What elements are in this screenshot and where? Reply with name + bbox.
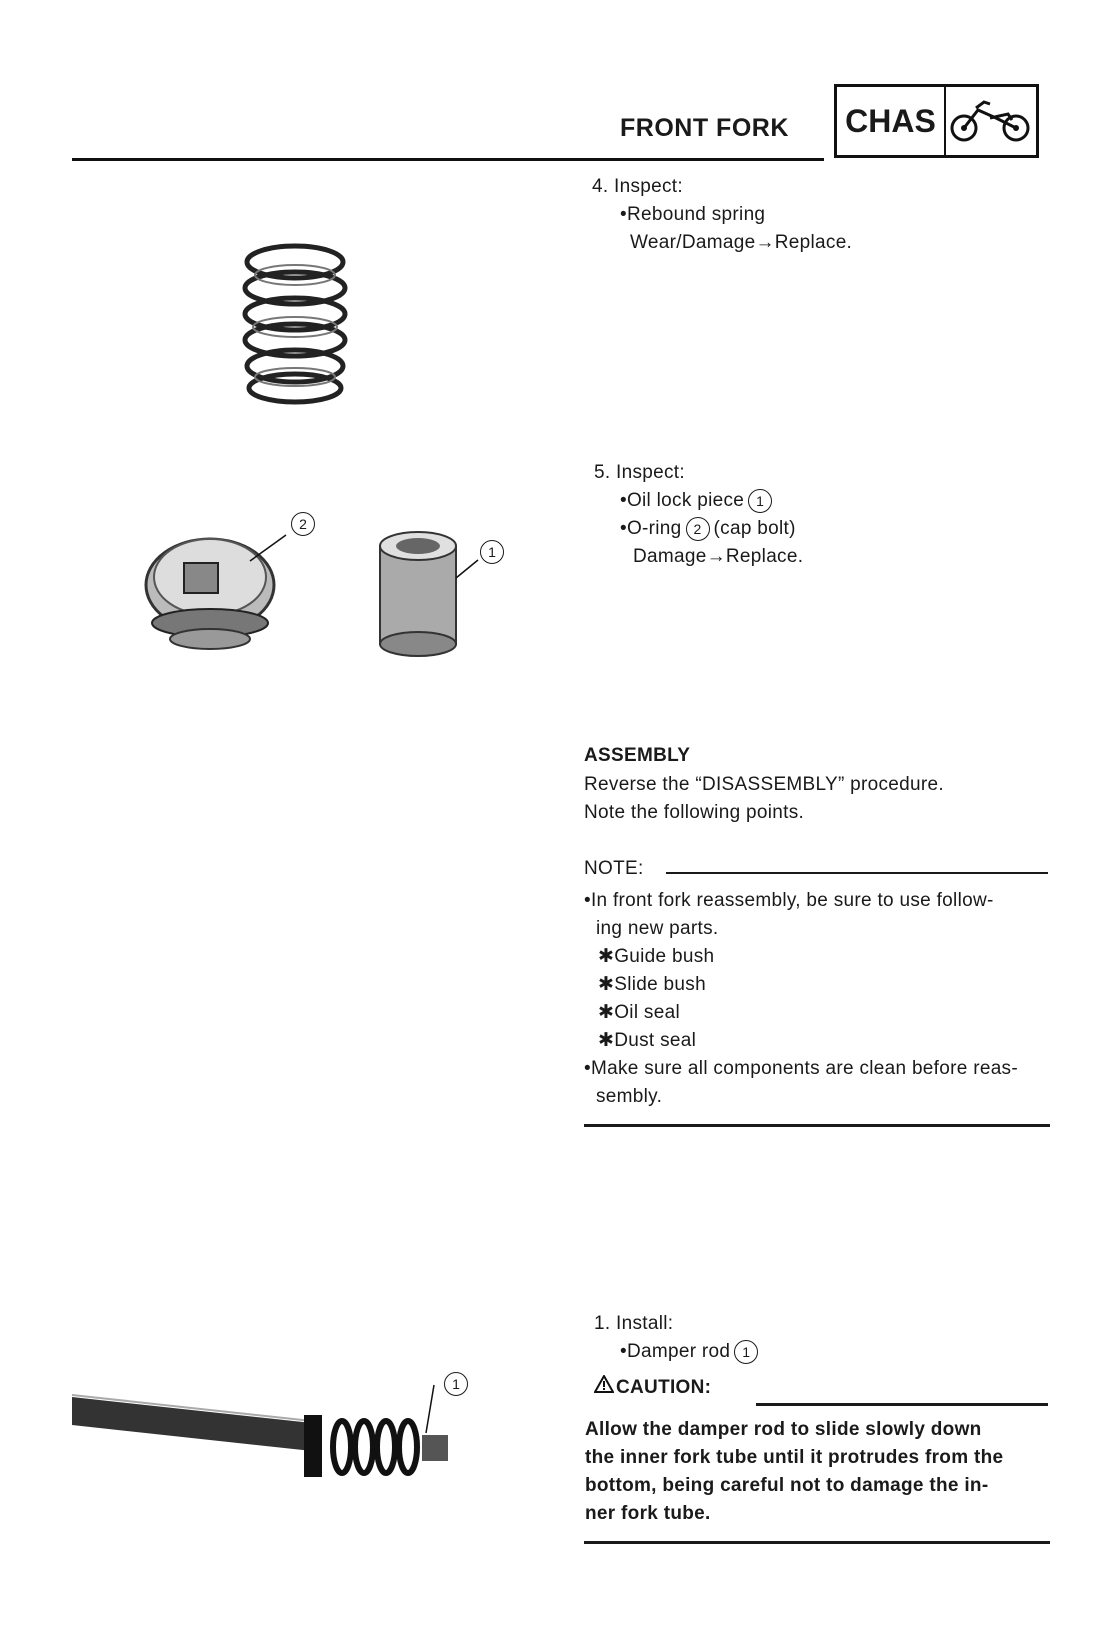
caution-line-3: bottom, being careful not to damage the in- <box>585 1475 989 1496</box>
section-badge <box>834 84 1039 158</box>
assembly-line1: Reverse the “DISASSEMBLY” procedure. <box>584 774 944 795</box>
rebound-spring-figure <box>230 240 360 415</box>
caution-label: CAUTION: <box>594 1374 711 1402</box>
note-line1: •In front fork reassembly, be sure to use follow- <box>584 890 994 911</box>
section-code: CHAS <box>837 87 946 155</box>
note-part-1: ✱Guide bush <box>598 946 715 967</box>
caution-rule-bottom <box>584 1541 1050 1544</box>
note-rule-bottom <box>584 1124 1050 1127</box>
note-part-3: ✱Oil seal <box>598 1002 680 1023</box>
caution-line-1: Allow the damper rod to slide slowly down <box>585 1419 982 1440</box>
callout-1: 1 <box>734 1340 758 1364</box>
note-label: NOTE: <box>584 858 644 879</box>
step5-result: Damage→Replace. <box>633 546 804 567</box>
note-part-2: ✱Slide bush <box>598 974 706 995</box>
caution-line-4: ner fork tube. <box>585 1503 711 1524</box>
note-rule-top <box>666 872 1048 874</box>
step5-item2: •O-ring 2 (cap bolt) <box>620 518 796 539</box>
note-line3: •Make sure all components are clean before reas- <box>584 1058 1018 1079</box>
warning-triangle-icon <box>594 1374 614 1402</box>
caution-line-2: the inner fork tube until it protrudes from the <box>585 1447 1004 1468</box>
note-line2: ing new parts. <box>596 918 719 939</box>
install-item: •Damper rod 1 <box>620 1338 762 1366</box>
caution-rule-top <box>756 1403 1048 1406</box>
damper-rod-callout: 1 <box>440 1372 472 1396</box>
note-line4: sembly. <box>596 1086 663 1107</box>
note-part-4: ✱Dust seal <box>598 1030 697 1051</box>
step4-heading: 4. Inspect: <box>592 176 683 197</box>
step5-heading: 5. Inspect: <box>594 462 685 483</box>
assembly-line2: Note the following points. <box>584 802 805 823</box>
assembly-heading: ASSEMBLY <box>584 745 691 766</box>
cap-bolt-callout: 2 <box>287 512 319 536</box>
oil-lock-callout: 1 <box>476 540 508 564</box>
step4-result: Wear/Damage→Replace. <box>630 232 853 253</box>
step4-item: •Rebound spring <box>620 204 766 225</box>
damper-rod-figure <box>72 1375 472 1520</box>
callout-2: 2 <box>686 517 710 541</box>
motorcycle-icon <box>946 87 1036 155</box>
oil-lock-piece-figure <box>370 528 480 663</box>
install-heading: 1. Install: <box>594 1313 674 1334</box>
step5-item1: •Oil lock piece 1 <box>620 487 776 515</box>
callout-1: 1 <box>748 489 772 513</box>
page-title: FRONT FORK <box>620 114 789 142</box>
header-rule <box>72 158 824 161</box>
